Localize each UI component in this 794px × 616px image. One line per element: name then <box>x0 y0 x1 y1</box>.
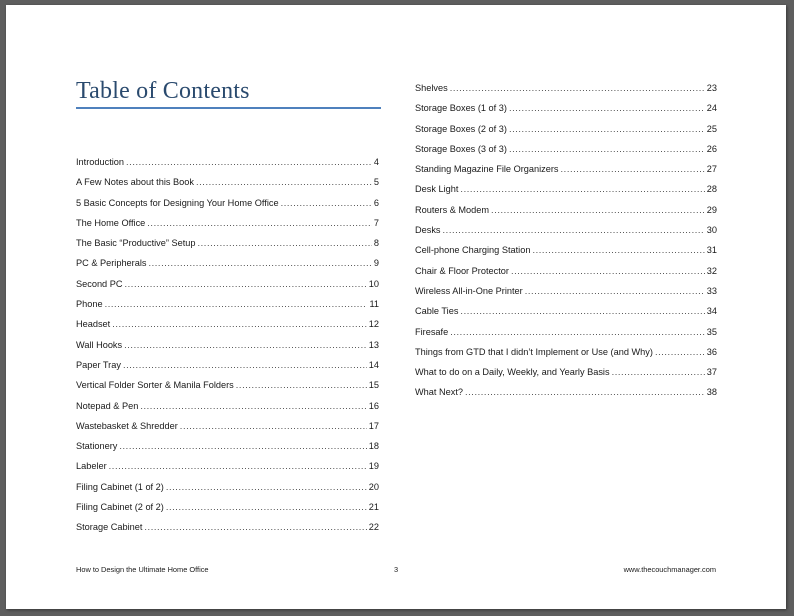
toc-entry-label: What Next? <box>415 387 463 398</box>
dot-leader <box>198 233 372 253</box>
toc-entry-page-number: 25 <box>706 123 717 134</box>
toc-entry-label: Notepad & Pen <box>76 400 139 411</box>
dot-leader <box>105 294 368 314</box>
toc-entry-label: Stationery <box>76 441 118 452</box>
dot-leader <box>144 517 366 537</box>
toc-entry[interactable] <box>415 139 717 159</box>
dot-leader <box>148 253 371 273</box>
dot-leader <box>450 78 705 98</box>
toc-entry[interactable] <box>76 477 379 497</box>
dot-leader <box>655 342 705 362</box>
dot-leader <box>532 240 704 260</box>
toc-entry-page-number: 20 <box>368 481 379 492</box>
toc-entry[interactable] <box>76 517 379 537</box>
toc-entry-page-number: 15 <box>368 380 379 391</box>
toc-entry[interactable] <box>415 220 717 240</box>
toc-entry-page-number: 4 <box>373 157 379 167</box>
toc-entry[interactable] <box>415 98 717 118</box>
toc-entry[interactable] <box>415 159 717 179</box>
toc-entry-label: Storage Boxes (3 of 3) <box>415 143 507 154</box>
footer-page-number: 3 <box>394 565 399 574</box>
toc-entry-label: Standing Magazine File Organizers <box>415 164 559 175</box>
dot-leader <box>140 396 366 416</box>
toc-entry[interactable] <box>76 436 379 456</box>
toc-entry[interactable] <box>76 314 379 334</box>
toc-entry-page-number: 35 <box>706 326 717 337</box>
toc-entry[interactable] <box>415 261 717 281</box>
toc-entry-label: Wall Hooks <box>76 339 123 350</box>
dot-leader <box>147 213 372 233</box>
toc-entry-label: Wireless All-in-One Printer <box>415 285 523 296</box>
toc-entry-label: Labeler <box>76 461 107 472</box>
toc-entry-page-number: 23 <box>706 83 717 93</box>
toc-entry-page-number: 29 <box>706 204 717 215</box>
toc-entry[interactable] <box>415 240 717 260</box>
toc-entry-page-number: 6 <box>373 197 379 208</box>
dot-leader <box>281 193 372 213</box>
dot-leader <box>509 98 705 118</box>
toc-entry[interactable] <box>415 322 717 342</box>
dot-leader <box>525 281 705 301</box>
toc-entry-label: What to do on a Daily, Weekly, and Yearly Basis <box>415 367 610 378</box>
toc-entry[interactable] <box>76 152 379 172</box>
toc-entry-label: The Basic “Productive” Setup <box>76 238 196 249</box>
dot-leader <box>196 172 372 192</box>
toc-entry-label: Introduction <box>76 157 125 167</box>
toc-entry[interactable] <box>415 200 717 220</box>
toc-entry-page-number: 33 <box>706 285 717 296</box>
toc-entry-page-number: 16 <box>368 400 379 411</box>
dot-leader <box>180 416 367 436</box>
toc-entry[interactable] <box>415 281 717 301</box>
toc-entry[interactable] <box>76 172 379 192</box>
toc-entry[interactable] <box>415 362 717 382</box>
dot-leader <box>511 261 705 281</box>
toc-entry[interactable] <box>76 355 379 375</box>
toc-entry-page-number: 7 <box>373 217 379 228</box>
dot-leader <box>166 477 367 497</box>
toc-entry[interactable] <box>76 375 379 395</box>
toc-entry-label: Cable Ties <box>415 306 459 317</box>
toc-entry[interactable] <box>76 294 379 314</box>
toc-entry[interactable] <box>415 342 717 362</box>
toc-entry[interactable] <box>76 213 379 233</box>
toc-entry-label: Filing Cabinet (2 of 2) <box>76 502 164 513</box>
dot-leader <box>124 335 367 355</box>
toc-entry-page-number: 24 <box>706 103 717 114</box>
toc-entry-page-number: 27 <box>706 164 717 175</box>
toc-entry[interactable] <box>76 274 379 294</box>
toc-entry-label: Wastebasket & Shredder <box>76 420 178 431</box>
dot-leader <box>491 200 705 220</box>
toc-entry[interactable] <box>76 396 379 416</box>
dot-leader <box>112 314 367 334</box>
toc-entry[interactable] <box>415 119 717 139</box>
dot-leader <box>236 375 367 395</box>
dot-leader <box>561 159 705 179</box>
dot-leader <box>509 119 705 139</box>
toc-entry-label: Storage Cabinet <box>76 522 143 533</box>
toc-entry-page-number: 22 <box>368 522 379 533</box>
toc-entry-label: Cell-phone Charging Station <box>415 245 531 256</box>
toc-entry-page-number: 5 <box>373 177 379 188</box>
toc-entry[interactable] <box>76 497 379 517</box>
toc-entry[interactable] <box>415 179 717 199</box>
toc-entry-page-number: 30 <box>706 225 717 236</box>
toc-entry-label: Shelves <box>415 83 448 93</box>
toc-entry-page-number: 19 <box>368 461 379 472</box>
toc-entry[interactable] <box>76 456 379 476</box>
toc-entry-page-number: 37 <box>706 367 717 378</box>
toc-entry-page-number: 8 <box>373 238 379 249</box>
toc-entry-label: Things from GTD that I didn’t Implement or Use (and Why) <box>415 346 653 357</box>
dot-leader <box>109 456 367 476</box>
toc-entry-page-number: 13 <box>368 339 379 350</box>
dot-leader <box>119 436 366 456</box>
toc-entry-page-number: 38 <box>706 387 717 398</box>
toc-entry-page-number: 9 <box>373 258 379 269</box>
toc-entry-page-number: 21 <box>368 502 379 513</box>
dot-leader <box>123 355 367 375</box>
toc-entry-page-number: 14 <box>368 359 379 370</box>
dot-leader <box>443 220 705 240</box>
dot-leader <box>166 497 367 517</box>
toc-entry[interactable] <box>415 301 717 321</box>
toc-entry[interactable] <box>76 193 379 213</box>
toc-entry-label: Routers & Modem <box>415 204 490 215</box>
toc-entry[interactable] <box>76 233 379 253</box>
toc-entry-label: Phone <box>76 299 103 310</box>
toc-entry-label: Paper Tray <box>76 359 121 370</box>
toc-entry-label: Desks <box>415 225 441 236</box>
toc-entry-label: Second PC <box>76 278 123 289</box>
title-underline <box>76 107 381 109</box>
toc-entry[interactable] <box>415 78 717 98</box>
toc-entry-label: Chair & Floor Protector <box>415 265 509 276</box>
dot-leader <box>460 179 704 199</box>
toc-column-left <box>76 152 379 538</box>
toc-entry-page-number: 12 <box>368 319 379 330</box>
document-page <box>6 5 786 609</box>
toc-entry[interactable] <box>415 382 717 402</box>
toc-entry-page-number: 31 <box>706 245 717 256</box>
toc-entry-page-number: 17 <box>368 420 379 431</box>
toc-entry[interactable] <box>76 253 379 273</box>
toc-entry-page-number: 26 <box>706 143 717 154</box>
footer-website: www.thecouchmanager.com <box>623 565 716 574</box>
toc-entry-label: Vertical Folder Sorter & Manila Folders <box>76 380 234 391</box>
toc-entry-label: Filing Cabinet (1 of 2) <box>76 481 164 492</box>
toc-entry-label: Headset <box>76 319 111 330</box>
toc-entry-page-number: 34 <box>706 306 717 317</box>
toc-entry-label: Storage Boxes (1 of 3) <box>415 103 507 114</box>
toc-entry-label: A Few Notes about this Book <box>76 177 194 188</box>
toc-entry-page-number: 36 <box>706 346 717 357</box>
dot-leader <box>465 382 705 402</box>
dot-leader <box>126 152 372 172</box>
toc-entry-page-number: 18 <box>368 441 379 452</box>
toc-entry-label: Desk Light <box>415 184 459 195</box>
toc-column-right <box>415 78 717 403</box>
dot-leader <box>450 322 705 342</box>
page-title: Table of Contents <box>76 78 250 104</box>
toc-entry-page-number: 11 <box>369 299 379 310</box>
toc-entry[interactable] <box>76 416 379 436</box>
toc-entry-label: PC & Peripherals <box>76 258 147 269</box>
toc-entry-label: 5 Basic Concepts for Designing Your Home Office <box>76 197 279 208</box>
dot-leader <box>509 139 705 159</box>
dot-leader <box>124 274 366 294</box>
dot-leader <box>612 362 705 382</box>
toc-entry-label: Firesafe <box>415 326 449 337</box>
footer-book-title: How to Design the Ultimate Home Office <box>76 565 209 574</box>
toc-entry-page-number: 28 <box>706 184 717 195</box>
dot-leader <box>460 301 704 321</box>
toc-entry-label: The Home Office <box>76 217 146 228</box>
toc-entry[interactable] <box>76 335 379 355</box>
toc-entry-page-number: 32 <box>706 265 717 276</box>
toc-entry-label: Storage Boxes (2 of 3) <box>415 123 507 134</box>
toc-entry-page-number: 10 <box>368 278 379 289</box>
